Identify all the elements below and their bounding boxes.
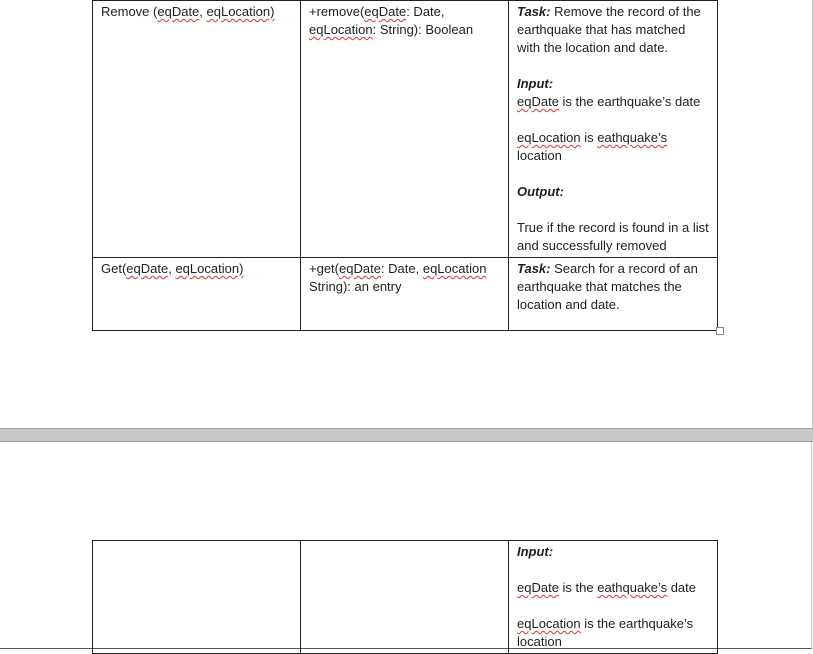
method-name-text: Remove (: [101, 4, 158, 19]
input-label: Input:: [517, 76, 554, 91]
spellcheck-word[interactable]: eqDate: [126, 261, 169, 276]
task-text: Search for a record of an earthquake that matches the location and date.: [517, 261, 698, 312]
input-text: is the: [558, 580, 598, 595]
task-label: Task:: [517, 261, 551, 276]
signature-text: : Date,: [406, 4, 445, 19]
table-resize-handle[interactable]: [716, 327, 724, 335]
description-cell[interactable]: [509, 1, 718, 258]
spellcheck-word[interactable]: eqLocation: [422, 261, 487, 276]
page-separator: [0, 428, 813, 442]
signature-cell[interactable]: [301, 258, 509, 331]
description-cell[interactable]: [509, 541, 718, 654]
separator-text: ,: [168, 261, 176, 276]
method-name-text: Get(: [101, 261, 127, 276]
input-text: is: [580, 130, 598, 145]
spellcheck-word[interactable]: eqDate: [339, 261, 381, 276]
signature-text: : Date,: [380, 261, 423, 276]
input-label: Input:: [517, 544, 554, 559]
task-text: Remove the record of the earthquake that has matched with the location and date.: [517, 4, 701, 55]
separator-text: ,: [199, 4, 207, 19]
spellcheck-word[interactable]: eqLocation: [517, 616, 581, 631]
table-row: [93, 258, 718, 331]
spellcheck-word[interactable]: eqLocation: [309, 22, 373, 37]
spellcheck-word[interactable]: eqLocation): [175, 261, 244, 276]
signature-cell[interactable]: [301, 541, 509, 654]
method-table-page-2: [92, 540, 718, 654]
signature-text: : String): Boolean: [372, 22, 474, 37]
method-name-cell[interactable]: [93, 541, 301, 654]
input-text: date: [667, 580, 697, 595]
input-text: is the earthquake’s date: [558, 94, 701, 109]
method-name-cell[interactable]: [93, 258, 301, 331]
description-cell[interactable]: [509, 258, 718, 331]
method-name-cell[interactable]: [93, 1, 301, 258]
method-table-page-1: [92, 0, 718, 331]
spellcheck-word[interactable]: eathquake’s: [597, 130, 668, 145]
spellcheck-word[interactable]: eqLocation: [517, 130, 581, 145]
task-label: Task:: [517, 4, 551, 19]
output-label: Output:: [517, 184, 564, 199]
signature-text: +get(: [309, 261, 339, 276]
table-row: [93, 541, 718, 654]
input-text: location: [517, 148, 562, 163]
spellcheck-word[interactable]: eqDate: [157, 4, 200, 19]
spellcheck-word[interactable]: eqDate: [517, 94, 559, 109]
spellcheck-word[interactable]: eathquake’s: [597, 580, 668, 595]
table-row: [93, 1, 718, 258]
spellcheck-word[interactable]: eqLocation): [206, 4, 275, 19]
output-text: True if the record is found in a list and successfully removed: [517, 220, 709, 253]
spellcheck-word[interactable]: eqDate: [364, 4, 407, 19]
signature-text: String): an entry: [309, 279, 402, 294]
signature-text: +remove(: [309, 4, 365, 19]
signature-cell[interactable]: [301, 1, 509, 258]
input-text: is the earthquake’s location: [517, 616, 694, 649]
spellcheck-word[interactable]: eqDate: [517, 580, 559, 595]
